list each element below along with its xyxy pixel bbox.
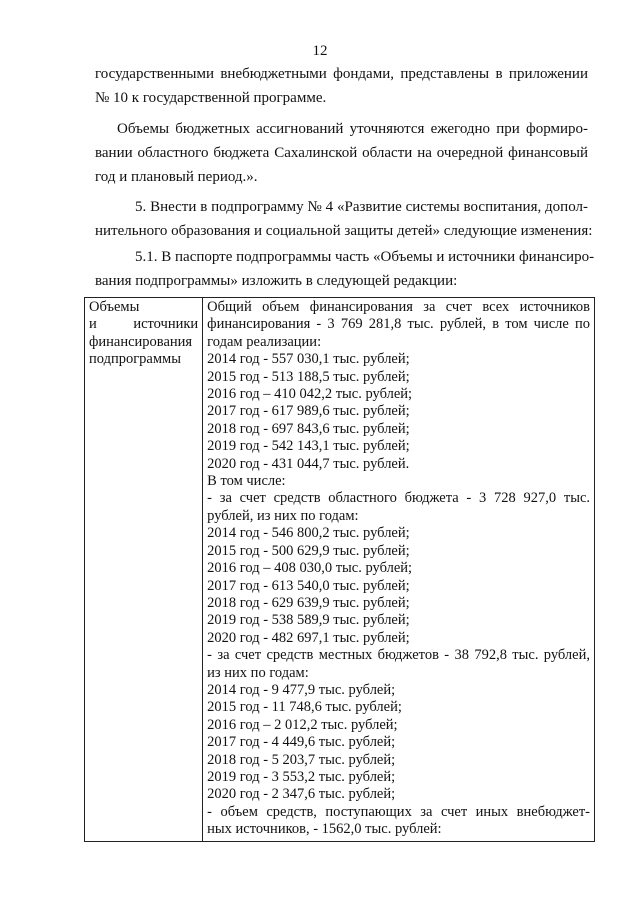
paragraph-amend-subprogram — [95, 195, 593, 243]
value-line: 2016 год – 408 030,0 тыс. рублей; — [207, 560, 413, 577]
value-line: 2015 год - 500 629,9 тыс. рублей; — [207, 542, 410, 559]
value-line: 2016 год – 2 012,2 тыс. рублей; — [207, 716, 398, 733]
value-line: 2018 год - 697 843,6 тыс. рублей; — [207, 420, 410, 437]
value-line: 2017 год - 613 540,0 тыс. рублей; — [207, 577, 410, 594]
value-line: 2014 год - 9 477,9 тыс. рублей; — [207, 681, 396, 698]
label-line: и источники — [89, 316, 199, 333]
paragraph-appendix-reference — [95, 62, 588, 110]
value-line: 2018 год - 629 639,9 тыс. рублей; — [207, 594, 410, 611]
value-line: 2016 год – 410 042,2 тыс. рублей; — [207, 386, 413, 403]
paragraph-passport-edit — [95, 245, 595, 293]
financing-table — [84, 297, 595, 842]
value-cell — [203, 298, 595, 842]
text-line: Объемы бюджетных ассигнований уточняются ежегодно при формиро- — [117, 121, 588, 137]
value-line: 2019 год - 3 553,2 тыс. рублей; — [207, 768, 396, 785]
text-line: № 10 к государственной программе. — [95, 90, 327, 106]
label-line: финансирования — [89, 333, 193, 350]
text-line: 5. Внести в подпрограмму № 4 «Развитие системы воспитания, допол- — [135, 199, 588, 215]
value-line: ных источников, - 1562,0 тыс. рублей: — [207, 821, 442, 838]
text-line: государственными внебюджетными фондами, представлены в приложении — [95, 66, 588, 82]
value-line: - за счет средств областного бюджета - 3 728 927,0 тыс. — [207, 490, 590, 507]
table-row — [85, 298, 595, 842]
value-line: 2017 год - 617 989,6 тыс. рублей; — [207, 403, 410, 420]
value-line: 2020 год - 482 697,1 тыс. рублей; — [207, 629, 410, 646]
value-line: Общий объем финансирования за счет всех источников — [207, 299, 590, 315]
value-line: 2014 год - 546 800,2 тыс. рублей; — [207, 525, 410, 542]
text-line: нительного образования и социальной защиты детей» следующие изменения: — [95, 223, 593, 239]
label-line: подпрограммы — [89, 351, 181, 368]
label-cell — [85, 298, 203, 842]
value-line: из них по годам: — [207, 664, 309, 681]
value-line: - за счет средств местных бюджетов - 38 792,8 тыс. рублей, — [207, 647, 590, 664]
value-line: - объем средств, поступающих за счет иных внебюджет- — [207, 803, 590, 820]
text-line: вания подпрограммы» изложить в следующей редакции: — [95, 273, 458, 289]
value-line: 2019 год - 538 589,9 тыс. рублей; — [207, 612, 410, 629]
value-line: 2017 год - 4 449,6 тыс. рублей; — [207, 734, 396, 751]
value-line: В том числе: — [207, 473, 286, 490]
text-line: 5.1. В паспорте подпрограммы часть «Объемы и источники финансиро- — [135, 249, 595, 265]
value-line: 2020 год - 431 044,7 тыс. рублей. — [207, 455, 410, 472]
text-line: год и плановый период.». — [95, 169, 258, 185]
paragraph-budget-allocations — [95, 117, 588, 189]
value-line: 2018 год - 5 203,7 тыс. рублей; — [207, 751, 396, 768]
value-line: 2015 год - 11 748,6 тыс. рублей; — [207, 699, 402, 716]
label-line: Объемы — [89, 299, 140, 315]
text-line: вании областного бюджета Сахалинской области на очередной финансовый — [95, 145, 588, 161]
page-number: 12 — [312, 43, 328, 59]
value-line: 2014 год - 557 030,1 тыс. рублей; — [207, 351, 410, 368]
value-line: 2015 год - 513 188,5 тыс. рублей; — [207, 368, 410, 385]
value-line: рублей, из них по годам: — [207, 507, 359, 524]
value-line: 2020 год - 2 347,6 тыс. рублей; — [207, 786, 396, 803]
value-line: 2019 год - 542 143,1 тыс. рублей; — [207, 438, 410, 455]
value-line: годам реализации: — [207, 333, 322, 350]
value-line: финансирования - 3 769 281,8 тыс. рублей, в том числе по — [207, 316, 590, 333]
